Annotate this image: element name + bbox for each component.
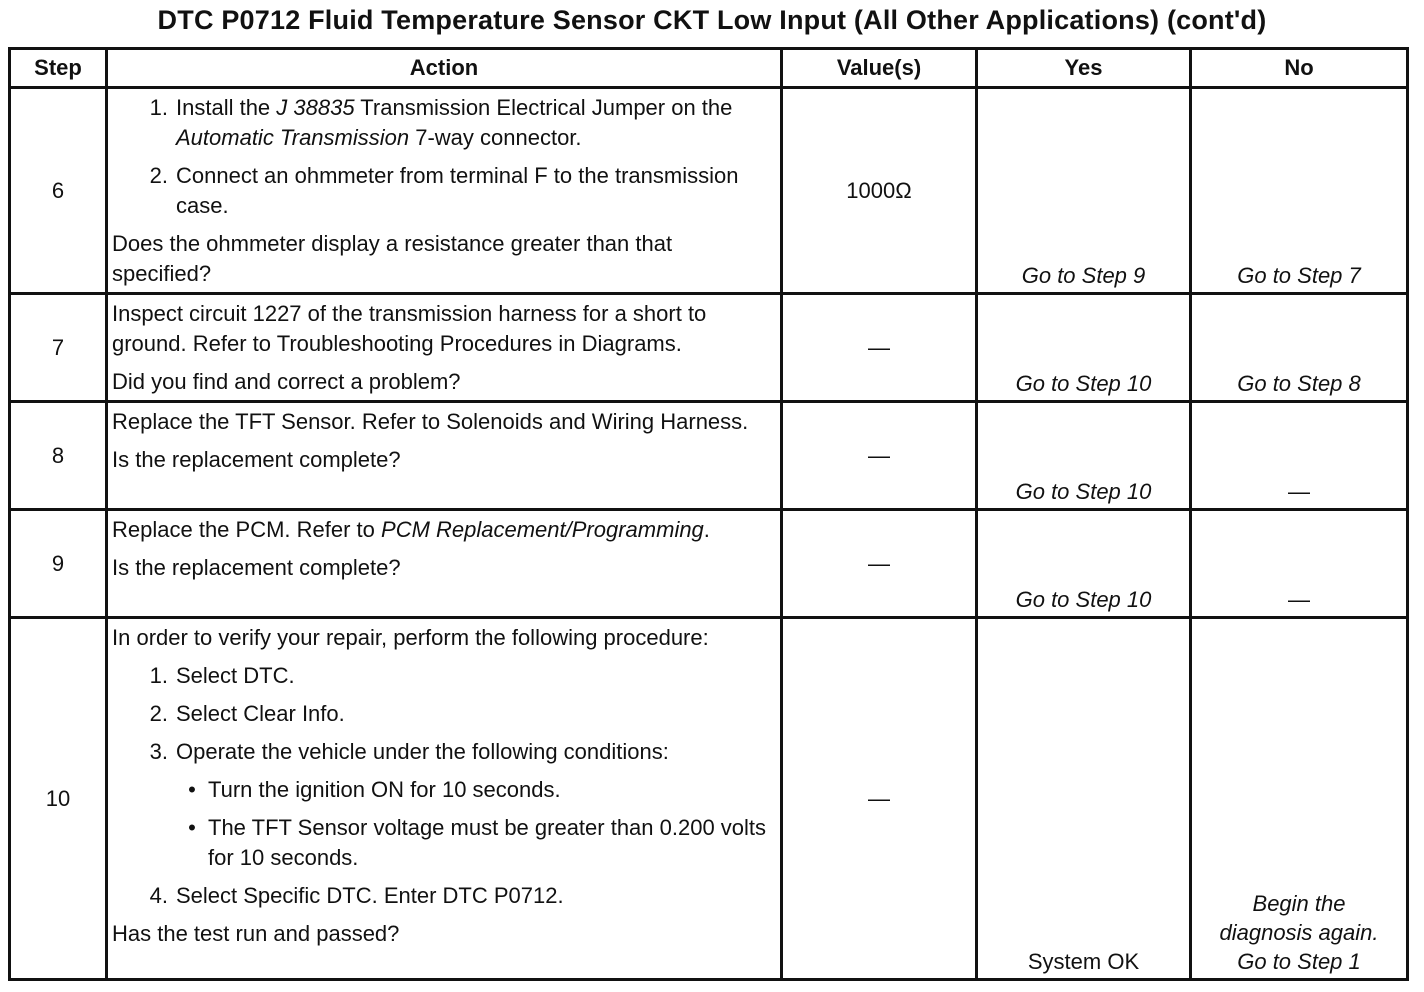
header-no: No [1191,49,1408,88]
yes-cell [977,402,1191,510]
action-cell [107,294,782,402]
action-text: . [703,517,710,542]
action-text: Select Specific DTC. Enter DTC P0712. [176,883,564,908]
list-number: 4. [149,883,168,908]
step-number: 7 [10,294,107,402]
yes-result: Go to Step 10 [1015,479,1152,504]
action-text: Transmission Electrical Jumper on the [354,95,733,120]
no-cell [1191,88,1408,294]
list-item [112,93,776,153]
list-item [112,737,776,767]
no-result: Go to Step 8 [1237,371,1361,396]
value-dash: — [868,550,890,576]
value-cell [782,294,977,402]
no-cell [1191,618,1408,980]
table-row-step-8 [10,402,1408,510]
no-result [1192,889,1406,978]
list-number: 1. [149,663,168,688]
step-number: 6 [10,88,107,294]
list-item [112,161,776,221]
yes-cell [977,510,1191,618]
no-result: Go to Step 7 [1237,263,1361,288]
tool-name: J 38835 [276,95,355,120]
table-row-step-6 [10,88,1408,294]
value-dash: — [868,785,890,811]
no-cell [1191,510,1408,618]
no-result: — [1288,479,1310,504]
list-item [112,699,776,729]
yes-cell [977,294,1191,402]
list-item [112,881,776,911]
component-name: Automatic Transmission [176,125,410,150]
table-row-step-7 [10,294,1408,402]
action-question: Did you find and correct a problem? [112,369,461,394]
yes-cell [977,618,1191,980]
action-text: Turn the ignition ON for 10 seconds. [208,777,561,802]
value-dash: — [868,334,890,360]
value-cell [782,618,977,980]
action-text: Select Clear Info. [176,701,345,726]
action-question: Has the test run and passed? [112,921,400,946]
yes-result: Go to Step 10 [1015,587,1152,612]
no-result: — [1288,587,1310,612]
header-action: Action [107,49,782,88]
value-dash: — [868,442,890,468]
list-number: 2. [149,163,168,188]
page-title: DTC P0712 Fluid Temperature Sensor CKT Low Input (All Other Applications) (cont'd) [157,5,1267,35]
no-result-line: Go to Step 1 [1237,949,1361,974]
action-question: Is the replacement complete? [112,555,401,580]
value-cell [782,402,977,510]
action-text: Install the [176,95,277,120]
action-cell [107,510,782,618]
header-step: Step [10,49,107,88]
action-text: Operate the vehicle under the following conditions: [176,739,669,764]
yes-result: Go to Step 9 [1021,263,1146,288]
step-number: 9 [10,510,107,618]
diagnostic-table [8,47,1409,981]
list-number: 3. [149,739,168,764]
bullet-item [112,775,776,805]
header-values: Value(s) [782,49,977,88]
value-cell: 1000Ω [782,88,977,294]
bullet-item [112,813,776,873]
action-text: Select DTC. [176,663,295,688]
action-text: In order to verify your repair, perform the following procedure: [112,625,709,650]
action-text: 7-way connector. [409,125,582,150]
no-cell [1191,402,1408,510]
value-cell [782,510,977,618]
yes-result: System OK [1027,949,1140,974]
yes-cell [977,88,1191,294]
bullet-marker: • [188,777,196,802]
step-number: 8 [10,402,107,510]
header-row [10,49,1408,88]
table-row-step-10 [10,618,1408,980]
action-text: Connect an ohmmeter from terminal F to the transmission case. [176,163,739,218]
action-cell [107,88,782,294]
action-text: Inspect circuit 1227 of the transmission harness for a short to ground. Refer to Troubleshooting Procedures in Diagrams. [112,301,707,356]
action-text: Replace the TFT Sensor. Refer to Solenoids and Wiring Harness. [112,409,749,434]
header-yes: Yes [977,49,1191,88]
action-text: The TFT Sensor voltage must be greater than 0.200 volts for 10 seconds. [208,815,767,870]
action-text: Replace the PCM. Refer to [112,517,382,542]
action-question: Does the ohmmeter display a resistance greater than that specified? [112,231,673,286]
action-cell [107,402,782,510]
action-cell [107,618,782,980]
no-cell [1191,294,1408,402]
yes-result: Go to Step 10 [1015,371,1152,396]
table-row-step-9 [10,510,1408,618]
no-result-line: Begin the diagnosis again. [1219,891,1379,945]
action-question: Is the replacement complete? [112,447,401,472]
list-item [112,661,776,691]
step-number: 10 [10,618,107,980]
list-number: 1. [149,95,168,120]
bullet-marker: • [188,815,196,840]
list-number: 2. [149,701,168,726]
procedure-reference: PCM Replacement/Programming [381,517,704,542]
